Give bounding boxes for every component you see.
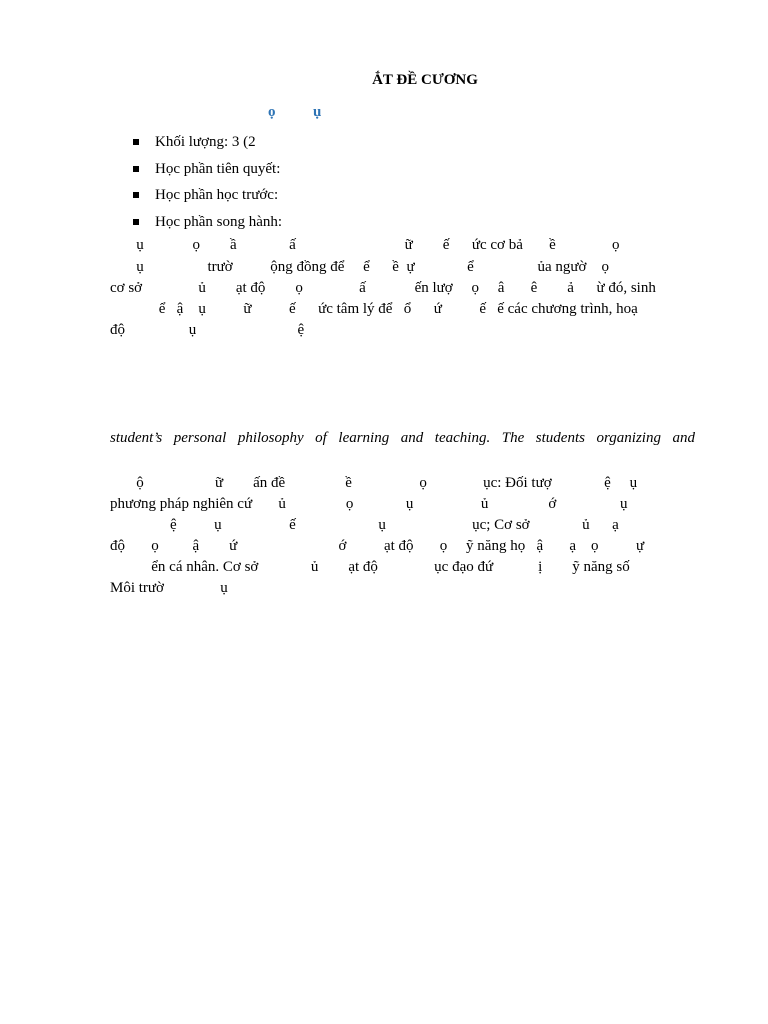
paragraph-line: Môi trườ ụ bbox=[110, 580, 228, 596]
course-info-list bbox=[133, 132, 282, 238]
paragraph-line: ộ ữ ấn đề ề ọ ục: Đối tượ ệ ụ bbox=[110, 475, 638, 491]
paragraph-line: ể ậ ụ ữ ế ức tâm lý để ổ ứ ế ế các chương trình, hoạ bbox=[110, 301, 638, 317]
paragraph-line: ệ ụ ế ụ ục; Cơ sở ủ ạ bbox=[110, 517, 619, 533]
paragraph-line: ụ ọ ầ ấ ữ ế ức cơ bả ề ọ bbox=[110, 237, 620, 253]
list-item: Học phần song hành: bbox=[133, 212, 282, 239]
paragraph-line: cơ sở ủ ạt độ ọ ấ ến lượ ọ â ê ả ừ đó, sinh bbox=[110, 280, 656, 296]
list-item: Học phần tiên quyết: bbox=[133, 159, 282, 186]
paragraph-line: ụ trườ ộng đồng để ể ề ự ể ủa ngườ ọ bbox=[110, 259, 609, 275]
list-item: Khối lượng: 3 (2 bbox=[133, 132, 282, 159]
paragraph-line: ển cá nhân. Cơ sở ủ ạt độ ục đạo đứ ị ỹ năng số bbox=[110, 559, 630, 575]
document-subtitle: ọ ụ bbox=[268, 104, 322, 120]
english-description-line: student’s personal philosophy of learning and teaching. The students organizing and bbox=[110, 430, 695, 446]
document-title: ẮT ĐỀ CƯƠNG bbox=[372, 72, 478, 88]
paragraph-line: phương pháp nghiên cứ ủ ọ ụ ủ ớ ụ bbox=[110, 496, 628, 512]
paragraph-line: độ ọ ậ ứ ớ ạt độ ọ ỹ năng họ ậ ạ ọ ự bbox=[110, 538, 645, 554]
list-item: Học phần học trước: bbox=[133, 185, 282, 212]
paragraph-line: độ ụ ệ bbox=[110, 322, 305, 338]
